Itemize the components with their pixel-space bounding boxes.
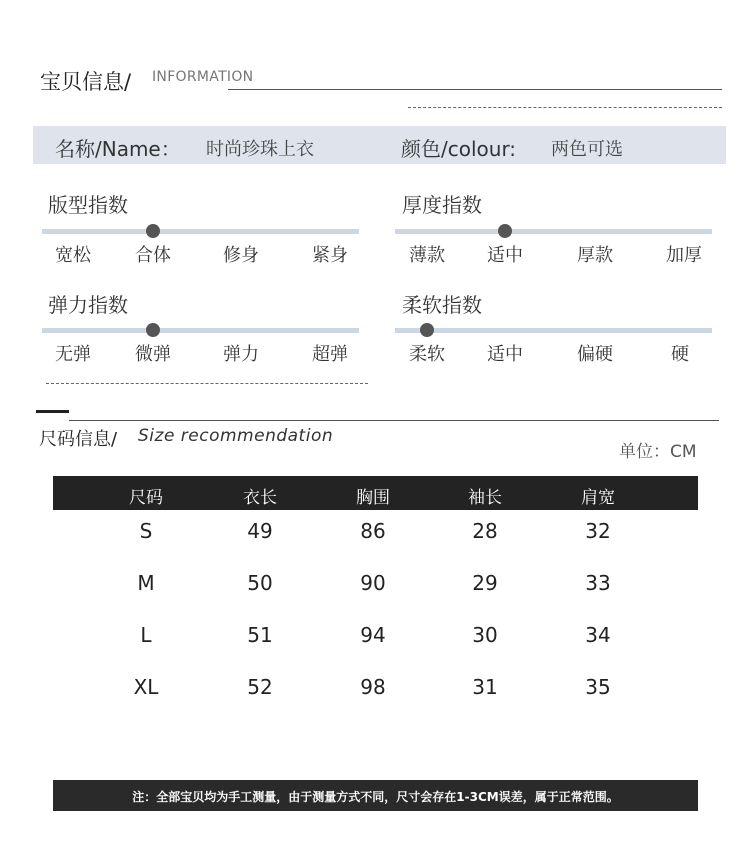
- measurement-cell: 35: [585, 675, 611, 699]
- measurement-cell: 98: [360, 675, 386, 699]
- size-divider: [69, 420, 719, 421]
- name-label: 名称/Name：: [55, 137, 181, 161]
- size-accent-bar: [36, 410, 69, 413]
- header-cell: 胸围: [356, 488, 390, 508]
- size-cell: L: [140, 623, 152, 647]
- fit-level-label: 合体: [135, 245, 171, 266]
- header-cell: 肩宽: [581, 488, 615, 508]
- thickness-level-label: 适中: [487, 245, 523, 266]
- thickness-index-track: [395, 229, 712, 234]
- elastic-index-marker: [146, 323, 160, 337]
- size-title-en: Size recommendation: [138, 426, 334, 446]
- thickness-level-label: 薄款: [409, 245, 445, 266]
- header-cell: 袖长: [468, 488, 502, 508]
- softness-index-marker: [420, 323, 434, 337]
- size-table-header: [53, 476, 698, 510]
- colour-value: 两色可选: [551, 139, 623, 160]
- name-value: 时尚珍珠上衣: [206, 139, 314, 160]
- elastic-level-label: 弹力: [223, 344, 259, 365]
- measurement-cell: 86: [360, 519, 386, 543]
- size-cell: XL: [133, 675, 159, 699]
- elastic-level-label: 微弹: [135, 344, 171, 365]
- measurement-note: [53, 780, 698, 811]
- note-text: 注：全部宝贝均为手工测量，由于测量方式不同，尺寸会存在1-3CM误差，属于正常范围。: [132, 790, 619, 804]
- softness-index-title: 柔软指数: [402, 293, 482, 317]
- thickness-level-label: 厚款: [577, 245, 613, 266]
- thickness-index-title: 厚度指数: [402, 193, 482, 217]
- size-cell: S: [139, 519, 153, 543]
- measurement-cell: 30: [472, 623, 498, 647]
- measurement-cell: 50: [247, 571, 273, 595]
- softness-index-track: [395, 328, 712, 333]
- softness-level-label: 硬: [671, 344, 689, 365]
- measurement-cell: 52: [247, 675, 273, 699]
- thickness-index-marker: [498, 224, 512, 238]
- section-title-cn: 宝贝信息/: [40, 70, 132, 94]
- softness-level-label: 适中: [487, 344, 523, 365]
- header-dashed-divider: [408, 107, 722, 108]
- fit-level-label: 宽松: [55, 245, 91, 266]
- measurement-cell: 90: [360, 571, 386, 595]
- softness-level-label: 柔软: [409, 344, 445, 365]
- measurement-cell: 33: [585, 571, 611, 595]
- size-title-cn: 尺码信息/: [39, 429, 118, 450]
- elastic-level-label: 无弹: [55, 344, 91, 365]
- size-cell: M: [137, 571, 155, 595]
- measurement-cell: 49: [247, 519, 273, 543]
- header-cell: 尺码: [129, 488, 163, 508]
- measurement-cell: 34: [585, 623, 611, 647]
- unit-label: 单位：CM: [619, 442, 697, 462]
- elastic-level-label: 超弹: [312, 344, 348, 365]
- index-dashed-divider: [46, 383, 368, 384]
- measurement-cell: 51: [247, 623, 273, 647]
- measurement-cell: 28: [472, 519, 498, 543]
- fit-level-label: 修身: [223, 245, 259, 266]
- elastic-index-track: [42, 328, 359, 333]
- fit-index-track: [42, 229, 359, 234]
- measurement-cell: 31: [472, 675, 498, 699]
- section-title-en: INFORMATION: [152, 69, 254, 85]
- measurement-cell: 94: [360, 623, 386, 647]
- header-cell: 衣长: [243, 488, 277, 508]
- header-divider: [228, 89, 722, 90]
- measurement-cell: 29: [472, 571, 498, 595]
- measurement-cell: 32: [585, 519, 611, 543]
- fit-index-marker: [146, 224, 160, 238]
- fit-index-title: 版型指数: [48, 193, 128, 217]
- info-band: [33, 126, 726, 164]
- elastic-index-title: 弹力指数: [48, 293, 128, 317]
- colour-label: 颜色/colour:: [401, 137, 517, 161]
- fit-level-label: 紧身: [312, 245, 348, 266]
- thickness-level-label: 加厚: [666, 245, 702, 266]
- softness-level-label: 偏硬: [577, 344, 613, 365]
